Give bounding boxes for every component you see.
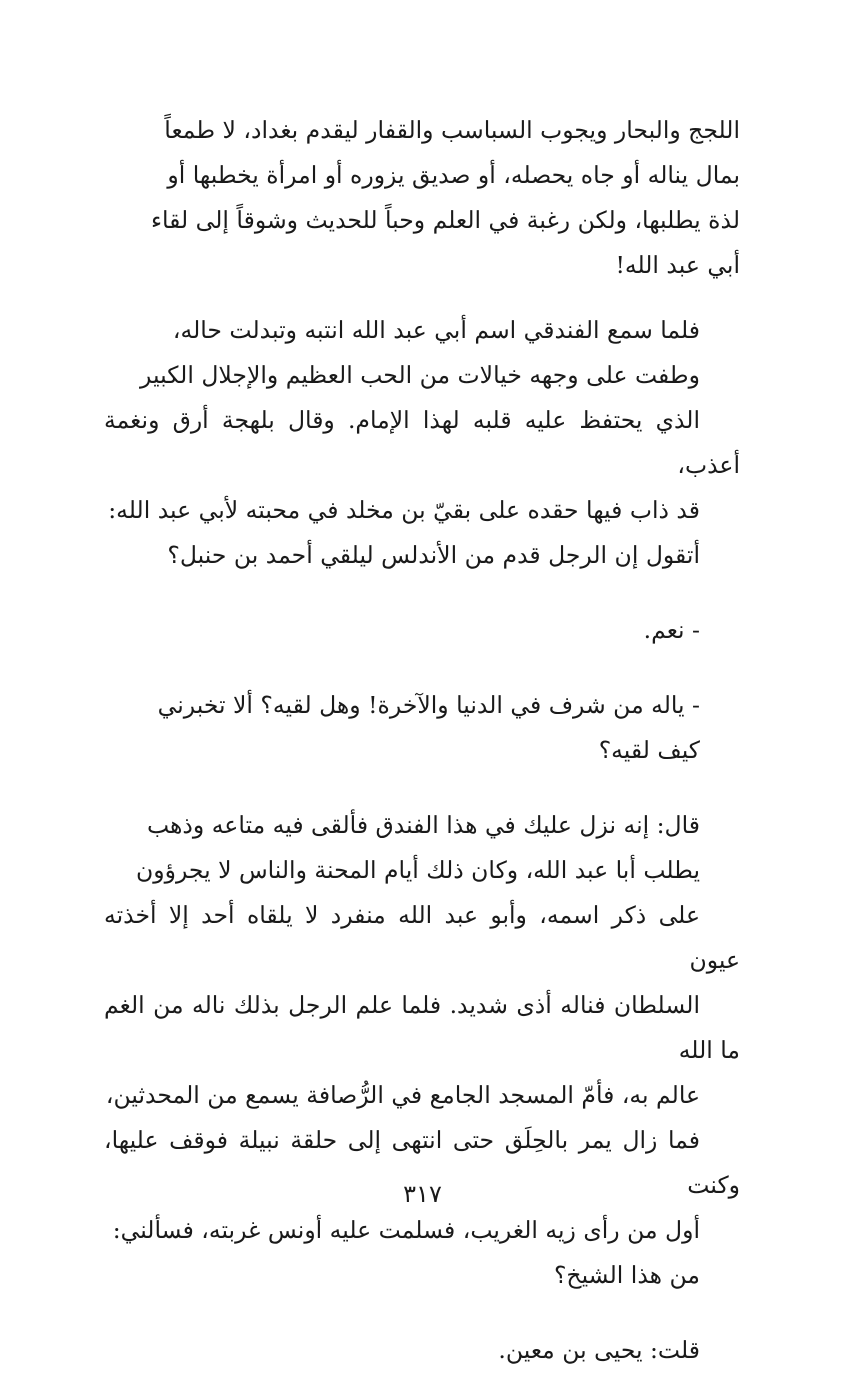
dialogue-line-2 xyxy=(104,683,740,773)
text-line: فلما سمع الفندقي اسم أبي عبد الله انتبه وتبدلت حاله، xyxy=(172,316,700,344)
text-line: - نعم. xyxy=(643,616,700,644)
text-line: قلت: يحيى بن معين. xyxy=(498,1336,700,1364)
text-line: لذة يطلبها، ولكن رغبة في العلم وحباً للحديث وشوقاً إلى لقاء xyxy=(150,206,740,234)
paragraph-3 xyxy=(104,803,740,1298)
dialogue-line-3 xyxy=(104,1328,740,1373)
text-line: الذي يحتفظ عليه قلبه لهذا الإمام. وقال بلهجة أرق ونغمة أعذب، xyxy=(104,406,740,479)
text-line: قد ذاب فيها حقده على بقيّ بن مخلد في محبته لأبي عبد الله: xyxy=(108,496,700,524)
text-line: وطفت على وجهه خيالات من الحب العظيم والإجلال الكبير xyxy=(140,361,700,389)
paragraph-1 xyxy=(104,108,740,288)
text-line: أتقول إن الرجل قدم من الأندلس ليلقي أحمد بن حنبل؟ xyxy=(167,541,700,569)
text-line: - ياله من شرف في الدنيا والآخرة! وهل لقيه؟ ألا تخبرني xyxy=(157,691,700,719)
text-line: على ذكر اسمه، وأبو عبد الله منفرد لا يلقاه أحد إلا أخذته عيون xyxy=(104,901,740,974)
text-line: بمال يناله أو جاه يحصله، أو صديق يزوره أو امرأة يخطبها أو xyxy=(167,161,740,189)
text-line: من هذا الشيخ؟ xyxy=(553,1261,700,1289)
text-line: السلطان فناله أذى شديد. فلما علم الرجل بذلك ناله من الغم ما الله xyxy=(104,991,740,1064)
text-line: قال: إنه نزل عليك في هذا الفندق فألقى فيه متاعه وذهب xyxy=(146,811,700,839)
text-line: فما زال يمر بالحِلَق حتى انتهى إلى حلقة نبيلة فوقف عليها، وكنت xyxy=(104,1126,740,1199)
text-line: أبي عبد الله! xyxy=(615,251,740,279)
text-line: أول من رأى زيه الغريب، فسلمت عليه أونس غربته، فسألني: xyxy=(112,1216,700,1244)
text-line: عالم به، فأمّ المسجد الجامع في الرُّصافة يسمع من المحدثين، xyxy=(105,1081,700,1109)
dialogue-line-1 xyxy=(104,608,740,653)
text-line: كيف لقيه؟ xyxy=(598,736,700,764)
text-line: اللجج والبحار ويجوب السباسب والقفار ليقدم بغداد، لا طمعاً xyxy=(164,116,740,144)
text-line: يطلب أبا عبد الله، وكان ذلك أيام المحنة والناس لا يجرؤون xyxy=(135,856,700,884)
page-number: ٣١٧ xyxy=(403,1180,442,1208)
paragraph-2 xyxy=(104,308,740,578)
